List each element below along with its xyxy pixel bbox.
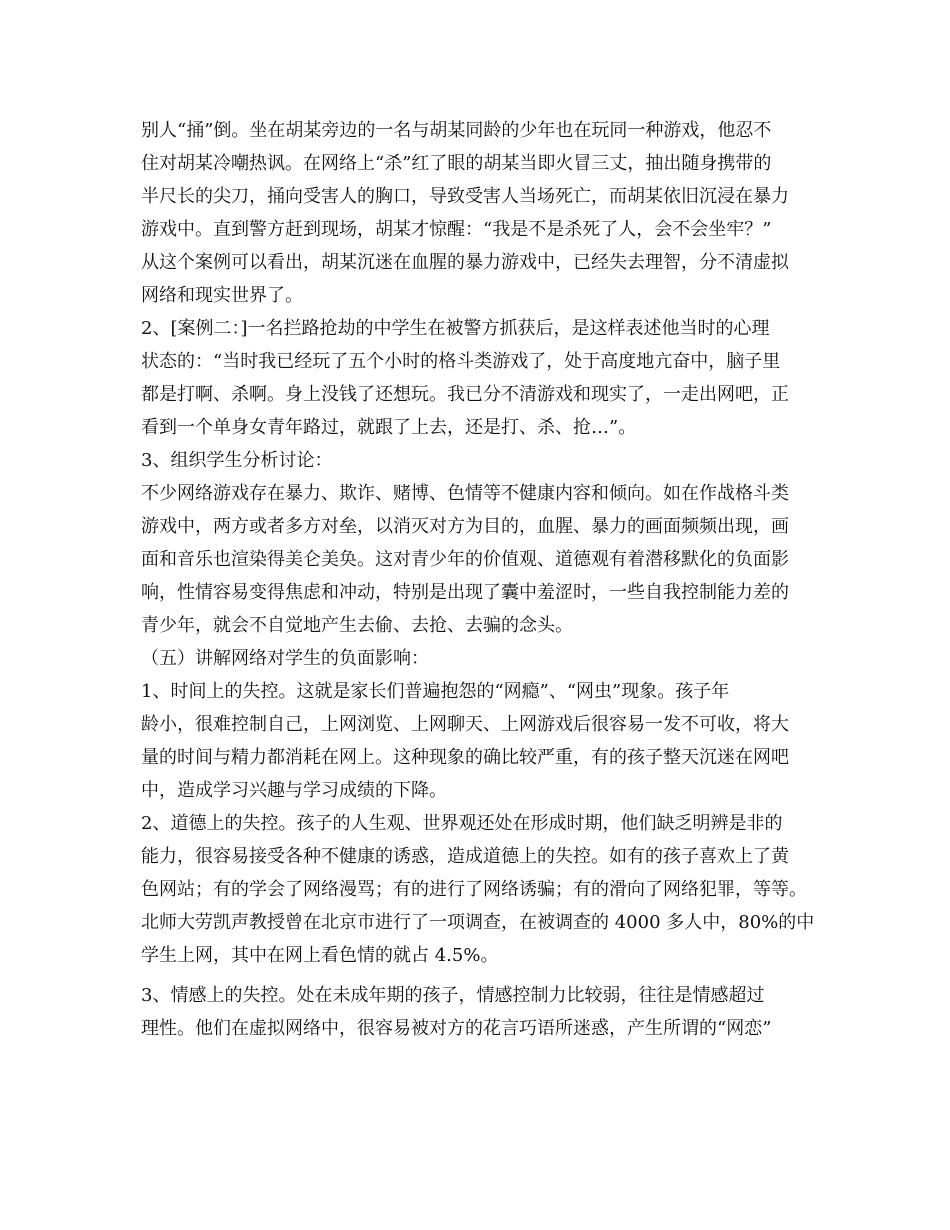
text-line: 游戏中。直到警方赶到现场，胡某才惊醒：“我是不是杀死了人，会不会坐牢？” [141,219,772,240]
text-line: 都是打啊、杀啊。身上没钱了还想玩。我已分不清游戏和现实了，一走出网吧，正 [141,384,789,405]
document-body [141,114,821,1045]
text-line: 游戏中，两方或者多方对垒，以消灭对方为目的，血腥、暴力的画面频频出现，画 [141,516,789,537]
text-line: 1、时间上的失控。这就是家长们普遍抱怨的“网瘾”、“网虫”现象。孩子年 [141,681,730,702]
text-line: 3、组织学生分析讨论： [141,450,333,471]
text-line: 不少网络游戏存在暴力、欺诈、赌博、色情等不健康内容和倾向。如在作战格斗类 [141,483,789,504]
text-line: 青少年，就会不自觉地产生去偷、去抢、去骗的念头。 [141,615,573,636]
text-line: 中，造成学习兴趣与学习成绩的下降。 [141,780,447,801]
paragraph-gap [141,972,821,979]
text-line: 学生上网，其中在网上看色情的就占 4.5%。 [141,945,499,966]
text-line: 龄小，很难控制自己，上网浏览、上网聊天、上网游戏后很容易一发不可收，将大 [141,714,789,735]
text-line: 别人“捅”倒。坐在胡某旁边的一名与胡某同龄的少年也在玩同一种游戏，他忍不 [141,120,772,141]
text-line: 面和音乐也渲染得美仑美奂。这对青少年的价值观、道德观有着潜移默化的负面影 [141,549,789,570]
text-line: 2、[案例二：]一名拦路抢劫的中学生在被警方抓获后，是这样表述他当时的心理 [141,318,770,339]
text-line: （五）讲解网络对学生的负面影响： [141,648,429,669]
text-line: 响，性情容易变得焦虑和冲动，特别是出现了囊中羞涩时，一些自我控制能力差的 [141,582,789,603]
text-line: 看到一个单身女青年路过，就跟了上去，还是打、杀、抢…”。 [141,417,637,438]
text-line: 2、道德上的失控。孩子的人生观、世界观还处在形成时期，他们缺乏明辨是非的 [141,813,783,834]
text-line: 量的时间与精力都消耗在网上。这种现象的确比较严重，有的孩子整天沉迷在网吧 [141,747,789,768]
text-line: 北师大劳凯声教授曾在北京市进行了一项调查，在被调查的 4000 多人中，80%的中 [141,912,815,933]
text-line: 状态的：“当时我已经玩了五个小时的格斗类游戏了，处于高度地亢奋中，脑子里 [141,351,781,372]
text-line: 3、情感上的失控。处在未成年期的孩子，情感控制力比较弱，往往是情感超过 [141,985,765,1006]
text-line: 从这个案例可以看出，胡某沉迷在血腥的暴力游戏中，已经失去理智，分不清虚拟 [141,252,789,273]
text-line: 网络和现实世界了。 [141,285,303,306]
text-line: 半尺长的尖刀，捅向受害人的胸口，导致受害人当场死亡，而胡某依旧沉浸在暴力 [141,186,789,207]
text-line: 理性。他们在虚拟网络中，很容易被对方的花言巧语所迷惑，产生所谓的“网恋” [141,1018,772,1039]
text-line: 能力，很容易接受各种不健康的诱惑，造成道德上的失控。如有的孩子喜欢上了黄 [141,846,789,867]
text-line: 住对胡某冷嘲热讽。在网络上“杀”红了眼的胡某当即火冒三丈，抽出随身携带的 [141,153,772,174]
text-line: 色网站；有的学会了网络漫骂；有的进行了网络诱骗；有的滑向了网络犯罪，等等。 [141,879,807,900]
